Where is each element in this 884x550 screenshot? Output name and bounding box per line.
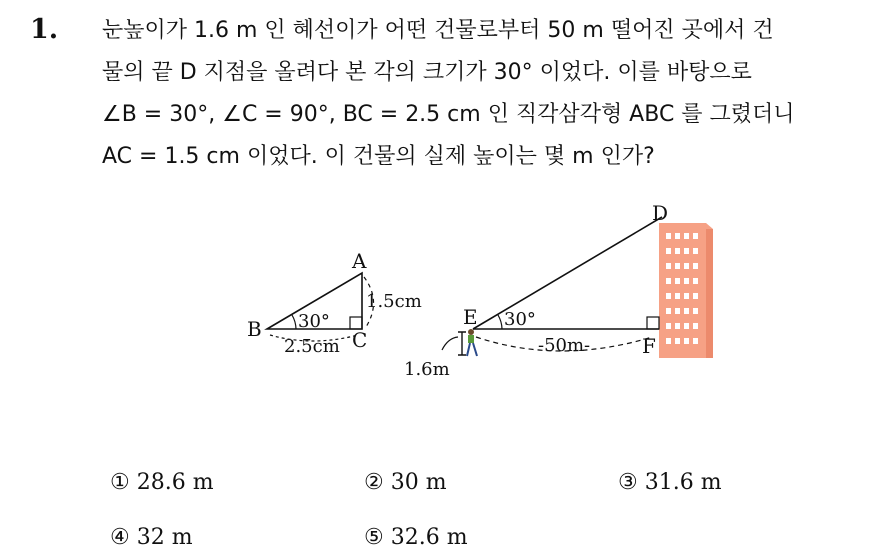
choice-1-text: 28.6 m (136, 470, 214, 495)
label-d: D (652, 201, 669, 225)
building (659, 223, 713, 358)
choice-4[interactable] (110, 525, 193, 550)
choice-1-mark: ① (110, 470, 130, 495)
building-scene (404, 201, 713, 380)
building-window (675, 278, 680, 284)
angle-arc-b (292, 315, 296, 329)
angle-arc-e (498, 315, 502, 329)
diagram-figure (0, 195, 884, 395)
question-line-1: 눈높이가 1.6 m 인 혜선이가 어떤 건물로부터 50 m 떨어진 곳에서 건 (102, 18, 774, 43)
building-window (675, 293, 680, 299)
choice-2-mark: ② (364, 470, 384, 495)
choice-3-text: 31.6 m (644, 470, 722, 495)
building-window (675, 338, 680, 344)
building-window (684, 263, 689, 269)
choice-3-mark: ③ (618, 470, 638, 495)
building-window (684, 233, 689, 239)
eye-height-pointer (442, 337, 458, 350)
building-window (666, 278, 671, 284)
label-e: E (463, 305, 478, 329)
building-window (666, 308, 671, 314)
choice-5[interactable] (364, 525, 468, 550)
side-ac-label: 1.5cm (366, 291, 422, 312)
building-window (666, 293, 671, 299)
right-angle-mark-f (647, 317, 659, 329)
choice-4-mark: ④ (110, 525, 130, 550)
question-text (102, 10, 872, 178)
choice-2[interactable] (364, 470, 447, 495)
building-window (693, 308, 698, 314)
side-bc-label: 2.5cm (284, 336, 340, 357)
building-window (666, 323, 671, 329)
building-window (684, 278, 689, 284)
building-body (659, 223, 713, 358)
building-window (675, 263, 680, 269)
question-number: 1. (30, 14, 59, 45)
building-window (666, 263, 671, 269)
label-c: C (352, 328, 368, 352)
line-ed (473, 217, 662, 329)
choice-5-text: 32.6 m (390, 525, 468, 550)
choice-4-text: 32 m (136, 525, 193, 550)
building-window (693, 278, 698, 284)
distance-label: -50m- (538, 335, 591, 356)
question-line-3: ∠B = 30°, ∠C = 90°, BC = 2.5 cm 인 직각삼각형 ABC 를 그렸더니 (102, 102, 795, 127)
building-window (693, 323, 698, 329)
building-window (684, 323, 689, 329)
eye-height-bracket (458, 332, 466, 355)
building-window (693, 293, 698, 299)
building-window (675, 308, 680, 314)
eye-height-label: 1.6m (404, 359, 450, 380)
label-b: B (247, 317, 262, 341)
building-window (675, 233, 680, 239)
building-window (684, 338, 689, 344)
choice-5-mark: ⑤ (364, 525, 384, 550)
building-window (666, 233, 671, 239)
building-window (675, 323, 680, 329)
building-window (684, 308, 689, 314)
building-window (693, 338, 698, 344)
building-window (675, 248, 680, 254)
label-a: A (352, 249, 367, 273)
building-window (693, 248, 698, 254)
building-window (693, 233, 698, 239)
label-f: F (642, 334, 656, 358)
choice-3[interactable] (618, 470, 722, 495)
building-side (706, 229, 713, 358)
choice-1[interactable] (110, 470, 214, 495)
building-window (693, 263, 698, 269)
building-window (666, 338, 671, 344)
choice-2-text: 30 m (390, 470, 447, 495)
triangle-abc (247, 249, 422, 357)
question-line-2: 물의 끝 D 지점을 올려다 본 각의 크기가 30° 이었다. 이를 바탕으로 (102, 60, 752, 85)
building-window (684, 293, 689, 299)
building-window (666, 248, 671, 254)
angle-e-label: 30° (504, 309, 536, 330)
question-line-4: AC = 1.5 cm 이었다. 이 건물의 실제 높이는 몇 m 인가? (102, 144, 655, 169)
angle-b-label: 30° (298, 311, 330, 332)
building-window (684, 248, 689, 254)
person-icon (467, 329, 477, 356)
